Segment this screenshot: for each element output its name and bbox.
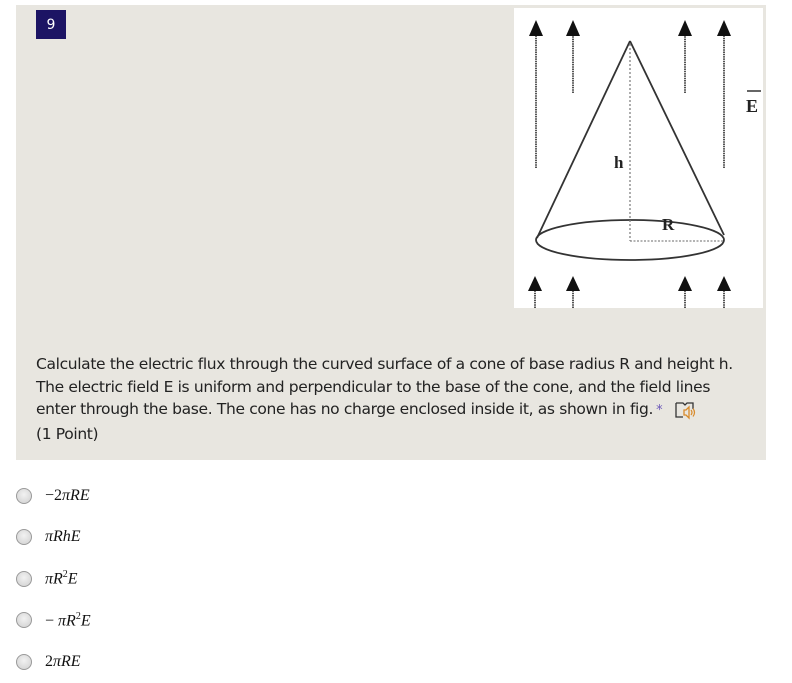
option-1[interactable] [16,475,91,517]
immersive-reader-speaker-icon[interactable] [674,400,696,420]
field-label: E [746,96,759,116]
radio-button[interactable] [16,612,32,628]
cone-shape-icon [536,41,724,260]
radio-button[interactable] [16,488,32,504]
question-number-badge: 9 [36,10,66,39]
field-arrows-bottom-icon [535,286,724,308]
question-card [16,5,766,460]
question-text [36,353,756,445]
radio-button[interactable] [16,529,32,545]
answer-options [16,475,91,683]
question-line-3-text: enter through the base. The cone has no charge enclosed inside it, as shown in fig. [36,400,654,418]
question-line-2: The electric field E is uniform and perpendicular to the base of the cone, and the field lines [36,377,711,396]
option-label: 2πRE [45,652,81,670]
option-label: − $\pi R^2E$ [45,610,91,629]
option-label: $\pi R^2E$ [45,569,78,588]
required-asterisk: * [656,403,663,418]
question-line-1: Calculate the electric flux through the curved surface of a cone of base radius R and height h. [36,355,733,373]
points-label: (1 Point) [36,424,99,443]
radio-button[interactable] [16,654,32,670]
radius-label: R [662,215,675,234]
option-label: πRhE [45,528,81,546]
question-line-3 [36,398,756,423]
option-3[interactable] [16,558,91,600]
option-2[interactable] [16,517,91,559]
option-4[interactable] [16,600,91,642]
height-label: h [614,153,624,172]
cone-diagram [514,8,763,308]
cone-figure [514,8,763,308]
option-label: −2πRE [45,486,90,504]
option-5[interactable] [16,641,91,683]
radio-button[interactable] [16,571,32,587]
